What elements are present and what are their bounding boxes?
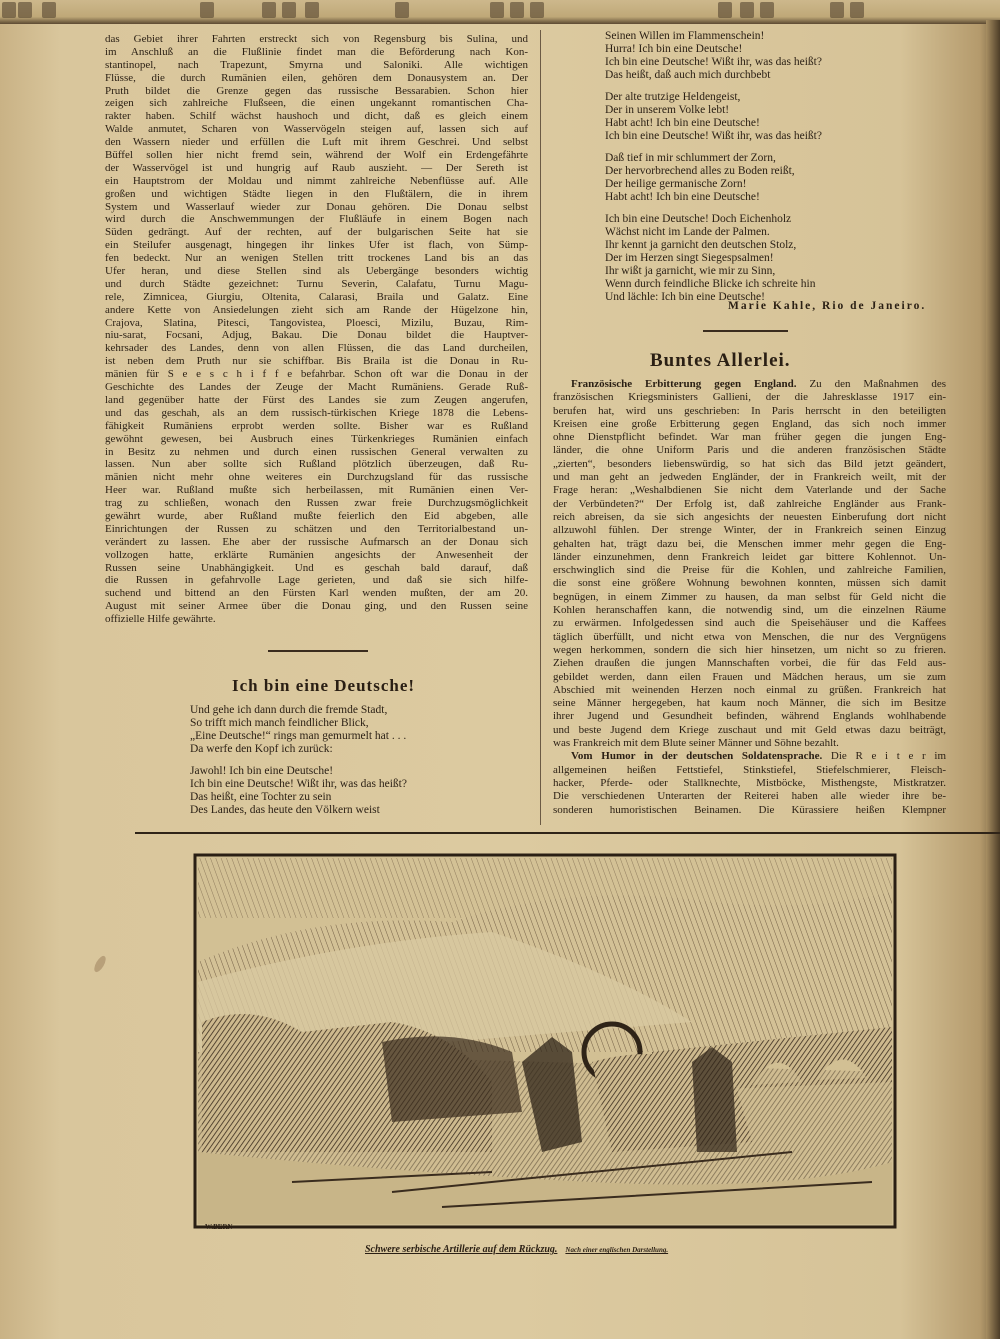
article-text: Die R e i t e r im [822,750,947,763]
text-line: und das geschah, als an dem russisch-türkischen Kriege 1878 die Lebens- [105,406,528,419]
text-line: die sonst eine größere Wohnung bewohnen konnten, müssen sich damit [553,577,946,590]
poem-author: Marie Kahle, Rio de Janeiro. [728,300,927,312]
poem-line: Daß tief in mir schlummert der Zorn, [605,152,776,164]
text-line: Geschichte des Landes der Zeuge der Macht Rumäniens. Gerade Ruß- [105,381,528,394]
poem-line: Da werfe den Kopf ich zurück: [190,743,333,755]
text-line: wird durch die Anschwemmungen der Flußläufe in einem Bogen nach [105,213,528,226]
paper-stain [92,954,108,974]
text-line: verändert zu lassen. Ehe aber der russische Aufmarsch an der Donau sich [105,535,528,548]
text-line: Abschied mit weinenden Herzen noch einmal zu grüßen. Frankreich hat [553,683,946,696]
poem-line: Ich bin eine Deutsche! Doch Eichenholz [605,213,792,225]
text-line: im Anschluß an die Flußlinie findet man die Beförderung nach Kon- [105,45,528,58]
poem-line: Der hervorbrechend alles zu Boden reißt, [605,165,795,177]
artist-signature: W.BERN [205,1223,233,1231]
text-line: großen und wichtigen Städte liegen in den Flußtälern, die in ihrem [105,187,528,200]
text-line: begnügen, in einem Zimmer zu hausen, da man selbst für Geld nicht die [553,590,946,603]
text-line: Walde anmutet, Scharen von Wasservögeln steigen auf, lassen sich auf [105,123,528,136]
caption-text: Schwere serbische Artillerie auf dem Rückzug. [365,1244,558,1255]
text-line: Frage heran: „Weshalbdienen Sie nicht dem Vaterlande und der Sache [553,484,946,497]
poem-line: Hurra! Ich bin eine Deutsche! [605,43,743,55]
poem-line: Ich bin eine Deutsche! Wißt ihr, was das heißt? [605,56,822,68]
text-line: täglich überfüllt, und nicht etwa von Menschen, die nur des Vergnügens [553,630,946,643]
poem-line: Der alte trutzige Heldengeist, [605,91,741,103]
text-line: gehalten hat, trägt dazu bei, die Menschen immer mehr gegen die Eng- [553,537,946,550]
poem-line: Und gehe ich dann durch die fremde Stadt, [190,704,388,716]
poem-line: Ihr wißt ja garnicht, wie mir zu Sinn, [605,265,776,277]
text-line: die Russen in gefahrvolle Lage gerieten, und daß sie sich hilfe- [105,574,528,587]
text-line: wegen herkommen, sondern die sich hier hinsetzen, um nicht so zu frieren. [553,643,946,656]
article-line [553,750,946,763]
text-line: und beste Jugend dem Kriege zuschaut und mit Geld etwas dazu beiträgt, [553,723,946,736]
poem-title: Ich bin eine Deutsche! [232,676,416,695]
text-line: mänien für S e e s c h i f f e befahrbar. Schon oft war die Donau in der [105,368,528,381]
text-line: ein Steilufer ausgenagt, hingegen ihr linkes Ufer ist flach, von Sümp- [105,239,528,252]
text-line: Ufer heran, und diese Stellen sind als Uebergänge besonders wichtig [105,265,528,278]
text-line: den Wassern nieder und erfüllen die Luft mit ihrem Geschrei. Und selbst [105,136,528,149]
text-line: hacker, Pferde- oder Stallknechte, Mistböcke, Misthengste, Mistkratzer. [553,776,946,789]
article-text: Zu den Maßnahmen des [796,378,947,390]
text-line: gewährt wurde, aber Rußland mußte feierlich den Eid abgeben, alle [105,509,528,522]
text-line: länder, die ohne Uniform Paris und die anderen französischen Städte [553,444,946,457]
text-line: gewöhnt gewesen, bei Ausbruch eines Türkenkrieges Rumänien einfach [105,432,528,445]
text-line: in Besitz zu nehmen und durch einen russischen General verwalten zu [105,445,528,458]
poem-line: Ich bin eine Deutsche! Wißt ihr, was das heißt? [190,778,407,790]
text-line: allgemeinen heißen Fettstiefel, Stinkstiefel, Stiefelschmierer, Fleisch- [553,763,946,776]
text-line: französischen Kriegsministers Gallieni, der die Jahresklasse 1917 ein- [553,391,946,404]
text-line: land gegenüber hatte der Fürst des Landes sie zum Zeugen angerufen, [105,393,528,406]
text-line: zeigen sich zahlreiche Flußseen, die einen ungekannt romantischen Cha- [105,97,528,110]
text-line: Büffel sollen hier nicht fremd sein, während der Wolf ein Erdengefährte [105,149,528,162]
text-line: Flüsse, die durch Rumänien eilen, gehören dem Donausystem an. Der [105,71,528,84]
text-line: ihrer Jugend und Gesundheit befinden, während Englands wohlhabende [553,710,946,723]
poem-line: Der heilige germanische Zorn! [605,178,747,190]
poem-line: Das heißt, daß auch mich durchbebt [605,69,771,81]
article-headline: Vom Humor in der deutschen Soldatensprache. [571,750,823,763]
poem-line: Der im Herzen singt Siegespsalmen! [605,252,774,264]
text-line: rele, Zimnicea, Giurgiu, Oltenita, Calarasi, Braila und Galatz. Eine [105,290,528,303]
text-line: seine Männer hergegeben, hat kaum noch Männer, die sich im Besitze [553,697,946,710]
poem-line: Habt acht! Ich bin eine Deutsche! [605,191,760,203]
poem-line: „Eine Deutsche!“ rings man gemurmelt hat . . . [190,730,407,742]
poem-line: Habt acht! Ich bin eine Deutsche! [605,117,760,129]
text-line: Kohlen heranschaffen kann, die notwendig sind, um die einzelnen Räume [553,604,946,617]
text-line: das Gebiet ihrer Fahrten erstreckt sich von Regensburg bis Sulina, und [105,33,528,45]
text-line: der Verbündeten?“ Der Erfolg ist, daß zahlreiche Engländer aus Frank- [553,497,946,510]
text-line: erschwinglich sind die Preise für die Kohlen, und zahlreiche Familien, [553,564,946,577]
text-line: Kreisen eine große Erbitterung gegen England, das sich noch immer [553,417,946,430]
text-line: Süden gedrängt. Auf der rechten, auf der bulgarischen Seite hat sie [105,226,528,239]
text-line: kehrsader des Landes, denn von allen Flüssen, die das Land durcheilen, [105,342,528,355]
text-line: allzuwohl fühlen. Der strenge Winter, der in Frankreich seinen Einzug [553,524,946,537]
text-line: offizielle Hilfe gewährte. [105,613,216,626]
text-line: ein Hauptstrom der Moldau und nimmt zahlreiche Nebenflüsse auf. Alle [105,174,528,187]
text-line: fen bedeckt. Nur an wenigen Stellen tritt trockenes Land bis an das [105,252,528,265]
text-line: „zierten“, besonders liebenswürdig, so hat sich das Bild jetzt geändert, [553,457,946,470]
text-line: fähigkeit Rumäniens erprobt werden sollte. Bisher war es Rußland [105,419,528,432]
text-line: Heer war. Rußland mußte sich herbeilassen, mit Rumänien einen Ver- [105,484,528,497]
poem-line: Des Landes, das heute den Völkern weist [190,804,380,816]
ornament-divider [703,330,788,332]
article-column [553,378,946,817]
poem-line: Wächst nicht im Lande der Palmen. [605,226,770,238]
text-line: andere Kette von Ansiedelungen zieht sich am Rande der Hügelzone hin, [105,303,528,316]
article-line [553,378,946,391]
text-line: ohne Dienstpflicht befindet. War man früher gegen die jungen Eng- [553,431,946,444]
text-line: zu erwärmen. Infolgedessen sind auch die Speisehäuser und die Kaffees [553,617,946,630]
text-line: August mit seiner Armee über die Donau ging, und den Russen seine [105,600,528,613]
left-column-article [105,33,528,626]
text-line: sonderen humoristischen Beinamen. Die Kürassiere heißen Klempner [553,803,946,816]
text-line: lassen. Nun aber sollte sich Rußland plötzlich überzeugen, daß Ru- [105,458,528,471]
text-line: Pruth bildet die Grenze gegen das russische Bessarabien. Schon hier [105,84,528,97]
illustration-caption [365,1244,668,1255]
previous-page-edge [0,0,1000,24]
text-line: Crajova, Slatina, Pitesci, Tangovistea, Ploesci, Mizilu, Buzau, Rim- [105,316,528,329]
ornament-divider [268,650,368,652]
poem-line: Seinen Willen im Flammenschein! [605,30,765,42]
text-line: mänien nicht mehr ohne weiteres ein Durchzugsland für das russische [105,471,528,484]
poem-line: Das heißt, eine Tochter zu sein [190,791,332,803]
text-line: und durch Städte gezeichnet: Turnu Severin, Calafatu, Turnu Magu- [105,277,528,290]
text-line: Die verschiedenen Unterarten der Reiterei haben alle wieder ihre be- [553,790,946,803]
poem-line: Der in unserem Volke lebt! [605,104,730,116]
war-illustration [192,852,898,1240]
text-line: Ziehen draußen die jungen Mannschaften vorbei, die für das Feld aus- [553,657,946,670]
text-line: was Frankreich mit dem Blute seiner Männer und Söhne bezahlt. [553,737,839,750]
text-line: berufen hat, wird uns geschrieben: In Paris herrscht in den beteiligten [553,404,946,417]
poem-line: Ich bin eine Deutsche! Wißt ihr, was das heißt? [605,130,822,142]
text-line: und man geht an jedweden Engländer, der in Frankreich weilt, mit der [553,471,946,484]
poem-line: Ihr kennt ja garnicht den deutschen Stolz, [605,239,797,251]
text-line: Einrichtungen der Russen zu schätzen und den Territorialbestand un- [105,522,528,535]
text-line: stantinopel, nach Trapezunt, Smyrna und Saloniki. Alle wichtigen [105,58,528,71]
text-line: rakter haben. Schilf wächst haushoch und dicht, daß es gleich einem [105,110,528,123]
section-heading: Buntes Allerlei. [650,350,791,371]
text-line: gebildet werden, dann eilen Frauen und Mädchen heraus, um sie zum [553,670,946,683]
poem-stanzas-right [605,30,822,304]
poem-line: So trifft mich manch feindlicher Blick, [190,717,369,729]
page-binding-edge [986,20,1000,1339]
poem-line: Wenn durch feindliche Blicke ich schreite hin [605,278,816,290]
text-line: suchend und bittend an den Fürsten Karl wenden mußten, der am 20. [105,587,528,600]
column-divider [540,30,541,825]
text-line: ist neben dem Pruth nur sie schiffbar. Bis Braila ist die Donau in Ru- [105,355,528,368]
text-line: trag zu schließen, wonach den Russen zwar freie Durchzugsmöglichkeit [105,497,528,510]
article-headline: Französische Erbitterung gegen England. [571,378,797,390]
caption-note: Nach einer englischen Darstellung. [565,1246,669,1254]
poem-line: Jawohl! Ich bin eine Deutsche! [190,765,334,777]
poem-line: Und lächle: Ich bin eine Deutsche! [605,291,765,303]
text-line: Russen seine Unabhängigkeit. Und es geschah bald darauf, daß [105,561,528,574]
text-line: System und Wasserlauf wieder zur Donau gehören. Die Donau selbst [105,200,528,213]
text-line: niu-sarat, Focsani, Adjug, Bakau. Die Donau bildet die Hauptver- [105,329,528,342]
text-line: reich abreisen, da sie sich angesichts der neuesten Einberufung dort nicht [553,510,946,523]
horizontal-rule [135,832,1000,834]
poem-stanzas-left [190,704,407,817]
text-line: vollzogen hatte, erklärte Rumänien angesichts der Anwesenheit der [105,548,528,561]
text-line: länder einzunehmen, denn Frankreich leidet gar bittere Kohlennot. Un- [553,550,946,563]
text-line: der Wasservögel ist und hungrig auf Raub auszieht. — Der Sereth ist [105,161,528,174]
